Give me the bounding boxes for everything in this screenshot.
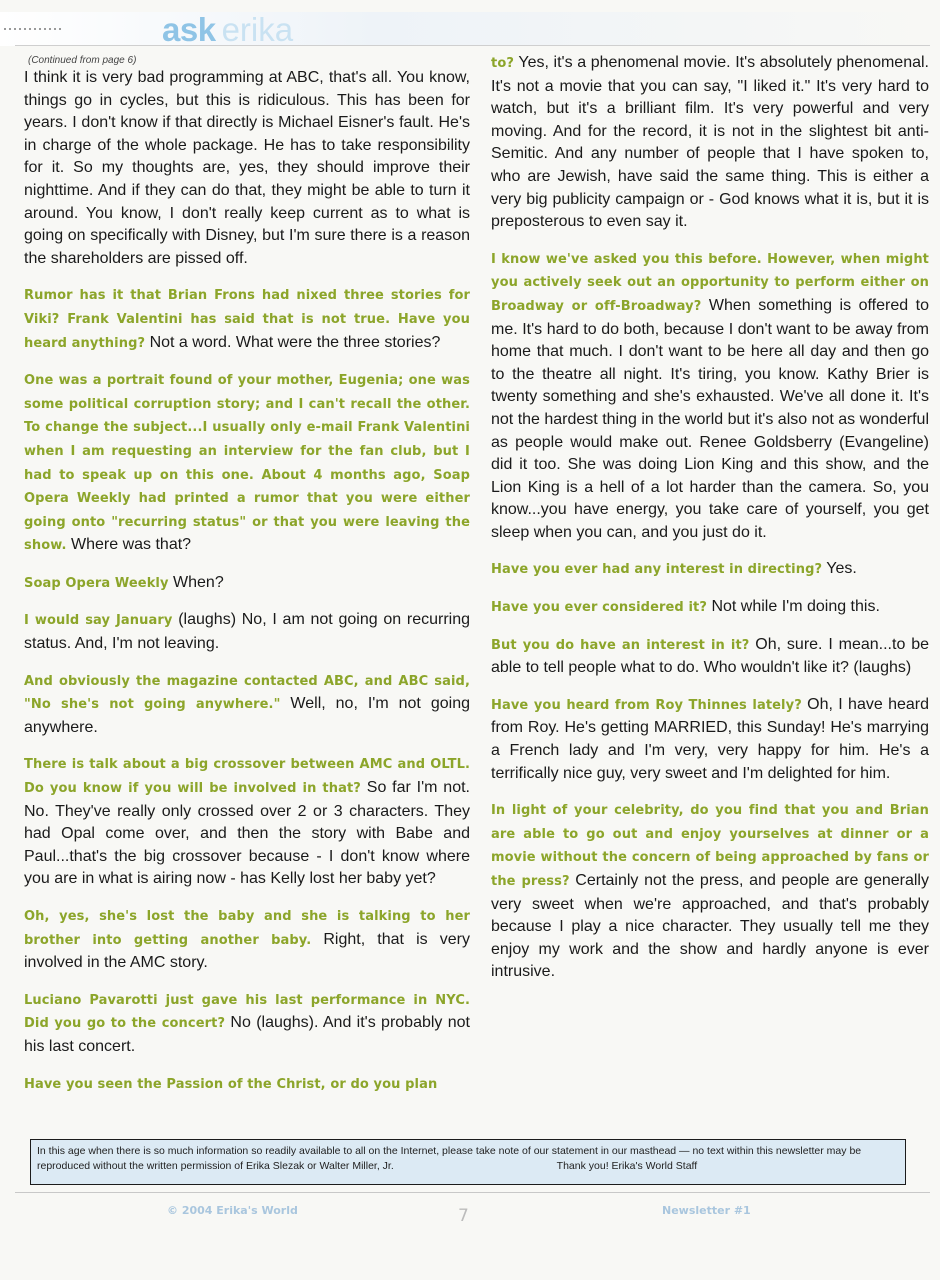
paragraph-gap — [491, 680, 929, 694]
right-column — [491, 52, 929, 984]
interview-question: to? — [491, 56, 514, 71]
interview-question: In light of your celebrity, do you find that you and Brian are able to go out and enjoy yourselves at dinner or a movie without the concern of being approached by fans or the press? — [491, 803, 929, 889]
interview-question: Luciano Pavarotti just gave his last performance in NYC. Did you go to the concert? — [24, 992, 470, 1032]
interview-question: I know we've asked you this before. However, when might you actively seek out an opportunity to perform either on Broadway or off-Broadway? — [491, 251, 929, 314]
interview-question: Have you seen the Passion of the Christ, or do you plan — [24, 1076, 438, 1092]
interview-question: Rumor has it that Brian Frons had nixed three stories for Viki? Frank Valentini has said that is not true. Have you heard anything? — [24, 288, 470, 351]
interview-paragraph — [24, 609, 470, 655]
paragraph-gap — [24, 891, 470, 905]
interview-paragraph — [491, 596, 929, 620]
left-column-body — [24, 67, 470, 1096]
interview-paragraph — [24, 284, 470, 355]
column-logo — [162, 12, 293, 48]
interview-question: Have you ever had any interest in directing? — [491, 562, 823, 578]
interview-answer: I think it is very bad programming at ABC, that's all. You know, things go in cycles, but this is ridiculous. This has been for years. I don't know if that directly is Michael Eisner's fault. He's in charge of the whole package. He has to take responsibility for it. So my thoughts are, yes, they should improve their nighttime. And if they can do that, they might be able to turn it around. You know, I don't really keep current as to what is going on specifically with Disney, but I'm sure there is a reason the shareholders are pissed off. — [24, 69, 470, 267]
interview-question: Have you heard from Roy Thinnes lately? — [491, 697, 802, 713]
scan-mark — [4, 28, 62, 30]
interview-answer: So far I'm not. No. They've really only crossed over 2 or 3 characters. They had Opal come over, and then the story with Babe and Paul...that's the big crossover because - I don't know where you are in what is airing now - has Kelly lost her baby yet? — [24, 779, 470, 888]
paragraph-gap — [24, 558, 470, 572]
interview-question: There is talk about a big crossover between AMC and OLTL. Do you know if you will be involved in that? — [24, 757, 470, 797]
footer-rule — [15, 1192, 930, 1193]
interview-question: I would say January — [24, 613, 173, 629]
interview-paragraph — [24, 369, 470, 558]
interview-answer: No (laughs). And it's probably not his last concert. — [24, 1014, 470, 1055]
header-rule — [15, 45, 930, 46]
paragraph-gap — [24, 739, 470, 753]
interview-paragraph — [491, 558, 929, 582]
interview-answer: When? — [173, 573, 224, 591]
notice-thanks: Thank you! Erika's World Staff — [556, 1160, 698, 1172]
interview-answer: Not while I'm doing this. — [711, 598, 880, 616]
interview-paragraph — [24, 905, 470, 975]
interview-question: Have you ever considered it? — [491, 600, 707, 616]
interview-answer: Not a word. What were the three stories? — [149, 333, 441, 351]
interview-answer: (laughs) No, I am not going on recurring status. And, I'm not leaving. — [24, 611, 470, 653]
interview-answer: Yes, it's a phenomenal movie. It's absolutely phenomenal. It's not a movie that you can say, "I liked it." It's very hard to watch, but it's a brilliant film. It's very powerful and very moving. And for the record, it is not in the slightest bit anti-Semitic. And any number of people that I have spoken to, who are Jewish, have said the same thing. This is either a very big publicity campaign or - God knows what it is, but it is preposterous to even say it. — [491, 54, 930, 231]
left-column — [24, 53, 470, 1096]
interview-answer: When something is offered to me. It's hard to do both, because I don't want to be away from home that much. I don't want to be here all day and then go to the theatre all night. It's tiring, you know. Kathy Brier is twenty something and she's exhausted. We've all done it. It's not the hardest thing in the world but it's also not as wonderful as people would make out. Renee Goldsberry (Evangeline) did it too. She was doing Lion King and this show, and the Lion King is a hell of a lot harder than the camera. So, you know...you have energy, you take care of yourself, you get sleep when you can, and you just do it. — [491, 296, 929, 541]
interview-paragraph — [24, 670, 470, 740]
interview-paragraph — [491, 634, 929, 680]
logo-ask: ask — [162, 11, 216, 48]
interview-question: But you do have an interest in it? — [491, 637, 750, 653]
paragraph-gap — [491, 234, 929, 248]
interview-answer: Where was that? — [71, 536, 192, 554]
continued-note: (Continued from page 6) — [28, 55, 137, 66]
paragraph-gap — [24, 1059, 470, 1073]
header-band — [0, 12, 940, 46]
paragraph-gap — [491, 544, 929, 558]
paragraph-gap — [24, 595, 470, 609]
page-number: 7 — [458, 1206, 469, 1226]
interview-question: One was a portrait found of your mother, Eugenia; one was some political corruption story; and I can't recall the other. To change the subject...I usually only e-mail Frank Valentini when I am requesting an interview for the fan club, but I had to speak up on this one. About 4 months ago, Soap Opera Weekly had printed a rumor that you were either going onto "recurring status" or that you were leaving the show. — [24, 373, 470, 554]
interview-paragraph — [491, 694, 929, 785]
interview-question: Soap Opera Weekly — [24, 575, 169, 591]
paragraph-gap — [24, 975, 470, 989]
paragraph-gap — [24, 656, 470, 670]
interview-answer: Right, that is very involved in the AMC story. — [24, 930, 470, 972]
footer-copyright: © 2004 Erika's World — [167, 1204, 298, 1217]
paragraph-gap — [491, 582, 929, 596]
notice-text: In this age when there is so much information so readily available to all on the Internet, please take note of our statement in our masthead — no text within this newsletter may be reproduced without the written permission of Erika Slezak or Walter Miller, Jr. — [37, 1145, 862, 1172]
paragraph-gap — [491, 620, 929, 634]
interview-answer: Oh, I have heard from Roy. He's getting MARRIED, this Sunday! He's marrying a French lady and I'm very, very happy for him. He's a terrifically nice guy, very sweet and I'm delighted for him. — [491, 695, 929, 782]
interview-paragraph — [24, 753, 470, 891]
interview-answer: Certainly not the press, and people are generally very sweet when we're approached, and that's probably because I play a nice character. They usually tell me they enjoy my work and the show and hardly anyone is ever intrusive. — [491, 872, 929, 981]
logo-erika: erika — [221, 11, 294, 48]
paragraph-gap — [24, 355, 470, 369]
interview-paragraph — [24, 1073, 470, 1097]
interview-paragraph — [491, 248, 929, 545]
interview-answer: Oh, sure. I mean...to be able to tell people what to do. Who wouldn't like it? (laughs) — [491, 635, 930, 677]
right-column-body — [491, 52, 929, 984]
interview-paragraph — [24, 989, 470, 1059]
paragraph-gap — [491, 785, 929, 799]
interview-paragraph — [24, 67, 470, 270]
interview-answer: Well, no, I'm not going anywhere. — [24, 695, 470, 736]
interview-question: Oh, yes, she's lost the baby and she is talking to her brother into getting another baby. — [24, 909, 470, 948]
footer-issue: Newsletter #1 — [662, 1204, 751, 1217]
interview-paragraph — [491, 52, 929, 234]
paragraph-gap — [24, 270, 470, 284]
page-header — [0, 0, 940, 48]
interview-question: And obviously the magazine contacted ABC, and ABC said, "No she's not going anywhere." — [24, 673, 470, 713]
interview-paragraph — [24, 572, 470, 596]
copyright-notice — [30, 1139, 906, 1185]
interview-answer: Yes. — [826, 560, 857, 578]
interview-paragraph — [491, 799, 929, 984]
